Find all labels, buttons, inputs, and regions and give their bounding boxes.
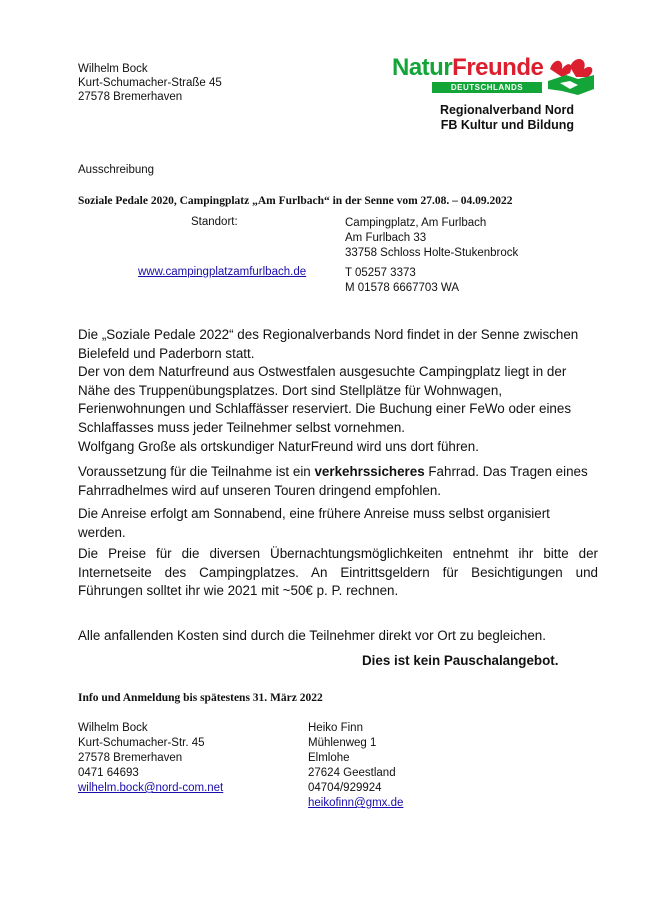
contact-street: Mühlenweg 1 <box>308 737 377 749</box>
region-department: FB Kultur und Bildung <box>440 118 574 132</box>
campsite-address <box>345 216 518 261</box>
contact-email-link[interactable]: wilhelm.bock@nord-com.net <box>78 782 224 794</box>
intro-sentence: Die „Soziale Pedale 2022“ des Regionalverbands Nord findet in der Senne zwischen Bielefeld und Paderborn statt. <box>78 327 579 361</box>
logo-wordmark <box>392 55 543 81</box>
region-heading <box>392 103 574 133</box>
contact-street: Kurt-Schumacher-Str. 45 <box>78 737 205 749</box>
campsite-address-line: 33758 Schloss Holte-Stukenbrock <box>345 247 519 259</box>
campsite-website-link[interactable]: www.campingplatzamfurlbach.de <box>138 266 307 278</box>
campsite-description: Der von dem Naturfreund aus Ostwestfalen ausgesuchte Campingplatz liegt in der Nähe des Truppenübungsplatzes. Dort sind Stellplätze für Wohnwagen, Ferienwohnungen und Schlaffässer reserviert. Die Buchung einer FeWo oder eines Schlaffasses muss jeder Teilnehmer selbst vornehmen. <box>78 364 572 435</box>
intro-paragraph <box>78 326 598 438</box>
campsite-phones <box>345 266 459 296</box>
sender-name: Wilhelm Bock <box>78 63 148 75</box>
document-title: Soziale Pedale 2020, Campingplatz „Am Furlbach“ in der Senne vom 27.08. – 04.09.2022 <box>78 195 513 207</box>
naturfreunde-logo <box>392 55 602 101</box>
prices-paragraph: Die Preise für die diversen Übernachtungsmöglichkeiten entnehmt ihr bitte der Internetseite des Campingplatzes. An Eintrittsgeldern für Besichtigungen und Führungen solltet ihr wie 2021 mit ~50€ p. P. rechnen. <box>78 546 598 599</box>
requirements-paragraph <box>78 463 598 500</box>
contact-name: Heiko Finn <box>308 722 363 734</box>
registration-deadline: Info und Anmeldung bis spätestens 31. März 2022 <box>78 692 323 704</box>
contact-phone: 0471 64693 <box>78 767 139 779</box>
campsite-address-line: Campingplatz, Am Furlbach <box>345 217 487 229</box>
sender-address <box>78 62 222 104</box>
logo-word-freunde: Freunde <box>452 54 544 81</box>
campsite-phone: T 05257 3373 <box>345 267 416 279</box>
arrival-paragraph: Die Anreise erfolgt am Sonnabend, eine frühere Anreise muss selbst organisiert werden. <box>78 506 550 540</box>
sender-city: 27578 Bremerhaven <box>78 91 183 103</box>
logo-subline: DEUTSCHLANDS <box>432 82 542 93</box>
contact-name: Wilhelm Bock <box>78 722 148 734</box>
costs-paragraph: Alle anfallenden Kosten sind durch die Teilnehmer direkt vor Ort zu begleichen. <box>78 628 546 643</box>
campsite-address-line: Am Furlbach 33 <box>345 232 427 244</box>
no-package-notice: Dies ist kein Pauschalangebot. <box>362 653 559 668</box>
campsite-mobile: M 01578 6667703 WA <box>345 282 460 294</box>
contact-heiko-finn <box>308 721 403 811</box>
logo-word-natur: Natur <box>392 54 453 81</box>
sender-street: Kurt-Schumacher-Straße 45 <box>78 77 222 89</box>
contact-wilhelm-bock <box>78 721 223 796</box>
contact-city: 27624 Geestland <box>308 767 396 779</box>
contact-phone: 04704/929924 <box>308 782 382 794</box>
document-type: Ausschreibung <box>78 164 155 176</box>
requirements-emphasis: verkehrssicheres <box>314 464 425 479</box>
requirements-text: Voraussetzung für die Teilnahme ist ein <box>78 464 315 479</box>
region-name: Regionalverband Nord <box>439 103 574 117</box>
handshake-roses-icon <box>544 55 596 101</box>
requirements-text: Fahrrad. Das Tragen eines Fahrradhelmes wird auf unseren Touren dringend empfohlen. <box>78 464 588 498</box>
contact-email-link[interactable]: heikofinn@gmx.de <box>308 797 404 809</box>
contact-city: 27578 Bremerhaven <box>78 752 183 764</box>
contact-district: Elmlohe <box>308 752 350 764</box>
location-label: Standort: <box>191 216 238 228</box>
guide-paragraph: Wolfgang Große als ortskundiger NaturFreund wird uns dort führen. <box>78 439 479 454</box>
